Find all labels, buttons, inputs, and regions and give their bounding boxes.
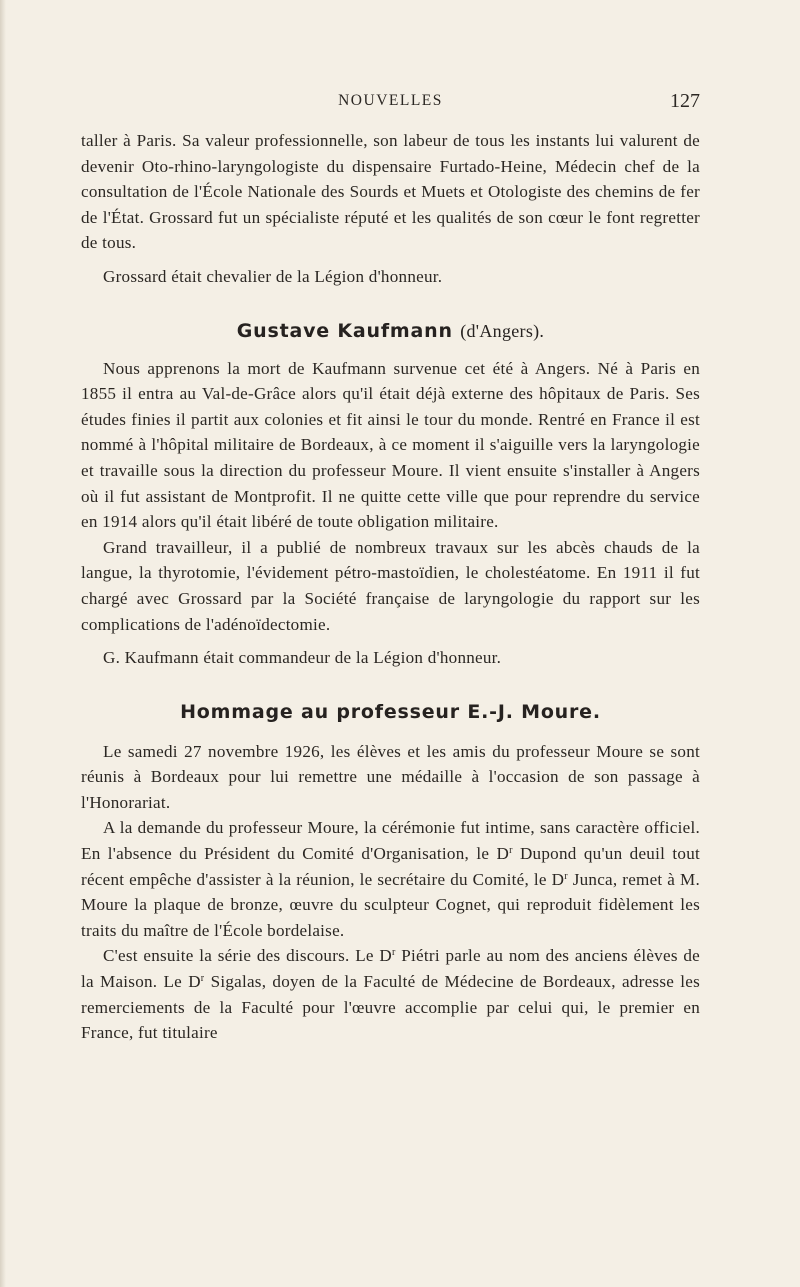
- moure-p3-part-a: C'est ensuite la série des discours. Le D: [103, 946, 393, 966]
- moure-p2-part-b: Dupond qu'un deuil tout récent empêche d'assister à la réunion, le secrétaire du Comité, le D: [81, 844, 700, 889]
- kaufmann-section: [81, 320, 700, 671]
- moure-heading: Hommage au professeur E.-J. Moure.: [180, 700, 601, 723]
- dr-superscript: r: [564, 870, 568, 882]
- moure-p3-part-c: Sigalas, doyen de la Faculté de Médecine de Bordeaux, adresse les remerciements de la Faculté pour l'œuvre accomplie par celui qui, le premier en France, fut titulaire: [81, 972, 700, 1043]
- moure-paragraph-3: [81, 943, 700, 1045]
- grossard-paragraph-1: taller à Paris. Sa valeur professionnelle, son labeur de tous les instants lui valurent de devenir Oto-rhino-laryngologiste du dispensaire Furtado-Heine, Médecin chef de la consultation de l'École Nationale des Sourds et Muets et Otologiste des chemins de fer de l'État. Grossard fut un spécialiste réputé et les qualités de son cœur le font regretter de tous.: [81, 131, 700, 253]
- kaufmann-paragraph-1: Nous apprenons la mort de Kaufmann survenue cet été à Angers. Né à Paris en 1855 il entra au Val-de-Grâce alors qu'il était déjà externe des hôpitaux de Paris. Ses études finies il partit aux colonies et fit ainsi le tour du monde. Rentré en France il est nommé à l'hôpital militaire de Bordeaux, à ce moment il s'aiguille vers la laryngologie et travaille sous la direction du professeur Moure. Il vient ensuite s'installer à Angers où il fut assistant de Montprofit. Il ne quitte cette ville que pour reprendre du service en 1914 alors qu'il était libéré de toute obligation militaire.: [81, 358, 700, 532]
- kaufmann-heading: [81, 320, 700, 342]
- dr-superscript: r: [509, 845, 513, 857]
- kaufmann-paragraph-2: Grand travailleur, il a publié de nombreux travaux sur les abcès chauds de la langue, la thyrotomie, l'évidement pétro-mastoïdien, le cholestéatome. En 1911 il fut chargé avec Grossard par la Société française de laryngologie du rapport sur les complications de l'adénoïdectomie.: [81, 537, 700, 634]
- kaufmann-heading-place: (d'Angers).: [460, 320, 545, 341]
- kaufmann-paragraph-3: G. Kaufmann était commandeur de la Légion d'honneur.: [103, 648, 502, 668]
- page-gutter-shadow: [0, 0, 6, 1287]
- moure-p3-part-b: Piétri parle au nom des anciens élèves de la Maison. Le D: [81, 946, 701, 992]
- moure-paragraph-2: [81, 815, 700, 943]
- moure-section: [81, 701, 700, 1046]
- dr-superscript: r: [392, 947, 396, 959]
- page-header: [81, 90, 700, 118]
- dr-superscript: r: [200, 973, 205, 985]
- moure-p2-part-a: A la demande du professeur Moure, la cérémonie fut intime, sans caractère officiel. En l'absence du Président du Comité d'Organisation, le D: [81, 818, 700, 864]
- kaufmann-heading-name: Gustave Kaufmann: [236, 319, 453, 342]
- running-head: NOUVELLES: [338, 92, 443, 109]
- moure-p2-part-c: Junca, remet à M. Moure la plaque de bronze, œuvre du sculpteur Cognet, qui reproduit fidèlement les traits du maître de l'École bordelaise.: [81, 869, 700, 940]
- page-body: [81, 128, 700, 1046]
- grossard-section: [81, 128, 700, 290]
- page-number: 127: [670, 90, 700, 112]
- grossard-paragraph-2: Grossard était chevalier de la Légion d'honneur.: [103, 266, 443, 286]
- moure-paragraph-1: Le samedi 27 novembre 1926, les élèves et les amis du professeur Moure se sont réunis à Bordeaux pour lui remettre une médaille à l'occasion de son passage à l'Honorariat.: [81, 741, 700, 812]
